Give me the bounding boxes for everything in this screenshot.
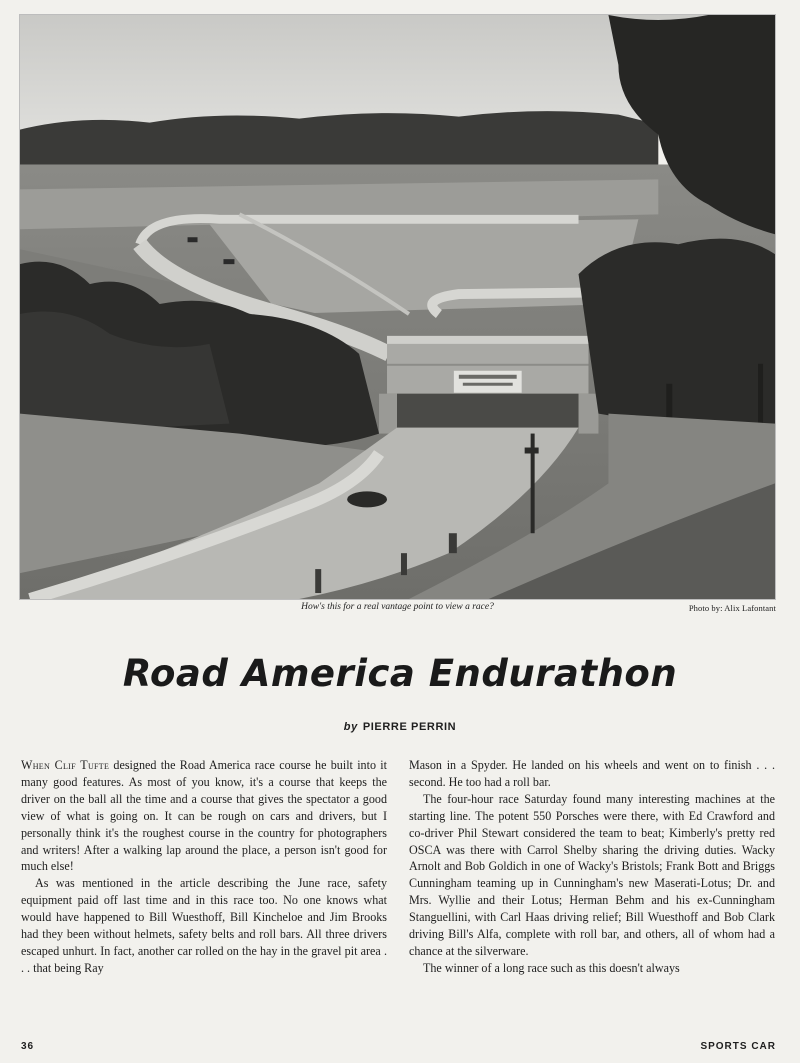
paragraph bbox=[21, 757, 387, 875]
article-byline bbox=[0, 721, 800, 733]
photo-caption-row bbox=[19, 602, 776, 618]
page-number: 36 bbox=[21, 1041, 35, 1052]
photo-credit: Photo by: Alix Lafontant bbox=[688, 603, 776, 613]
race-course-photo bbox=[19, 14, 776, 600]
paragraph: As was mentioned in the article describing the June race, safety equipment paid off last time and in this race too. No one knows what would have happened to Bill Wuesthoff, Bill Kincheloe and Jim Brooks had they been without helmets, safety belts and roll bars. All three drivers escaped unhurt. In fact, another car rolled on the hay in the gravel pit area . . . that being Ray bbox=[21, 876, 387, 975]
magazine-name: SPORTS CAR bbox=[700, 1041, 776, 1052]
photo-caption: How's this for a real vantage point to view a race? bbox=[301, 602, 494, 612]
paragraph: The four-hour race Saturday found many interesting machines at the starting line. The potent 550 Porsches were there, with Ed Crawford and co-driver Phil Stewart considered the team to beat; Kimberly's pretty red OSCA was there with Carrol Shelby sharing the driving duties. Wacky Arnolt and Bob Goldich in one of Wacky's Bristols; Frank Bott and Briggs Cunningham teaming up in Cunningham's new Maserati-Lotus; Dr. and Mrs. Wyllie and their Lotus; Herman Behm and his ex-Cunningham Stanguellini, with Carl Haas driving relief; Bill Wuesthoff and Bob Clark driving Bill's Alfa, complete with roll bar, and others, all of whom had a chance at the silverware. bbox=[409, 791, 775, 958]
byline-by: by bbox=[343, 721, 358, 733]
paragraph: The winner of a long race such as this doesn't always bbox=[423, 960, 680, 975]
article-title: Road America Endurathon bbox=[122, 652, 678, 695]
article-column-left bbox=[21, 757, 387, 977]
article-column-right bbox=[409, 757, 775, 977]
byline-author: PIERRE PERRIN bbox=[362, 721, 457, 733]
paragraph: Mason in a Spyder. He landed on his wheels and went on to finish . . . second. He too had a roll bar. bbox=[409, 758, 775, 789]
race-course-illustration bbox=[20, 15, 775, 599]
paragraph-text: designed the Road America race course he built into it many good features. As most of you know, it's a course that keeps the driver on the ball all the time and a course that gives the spectator a good view of what is going on. It can be rough on cars and drivers, but I personally think it's the roughest course in the country for photographers and writers! After a walking lap around the place, a person isn't good for much else! bbox=[21, 758, 388, 874]
lead-in: When Clif Tufte bbox=[21, 758, 110, 772]
